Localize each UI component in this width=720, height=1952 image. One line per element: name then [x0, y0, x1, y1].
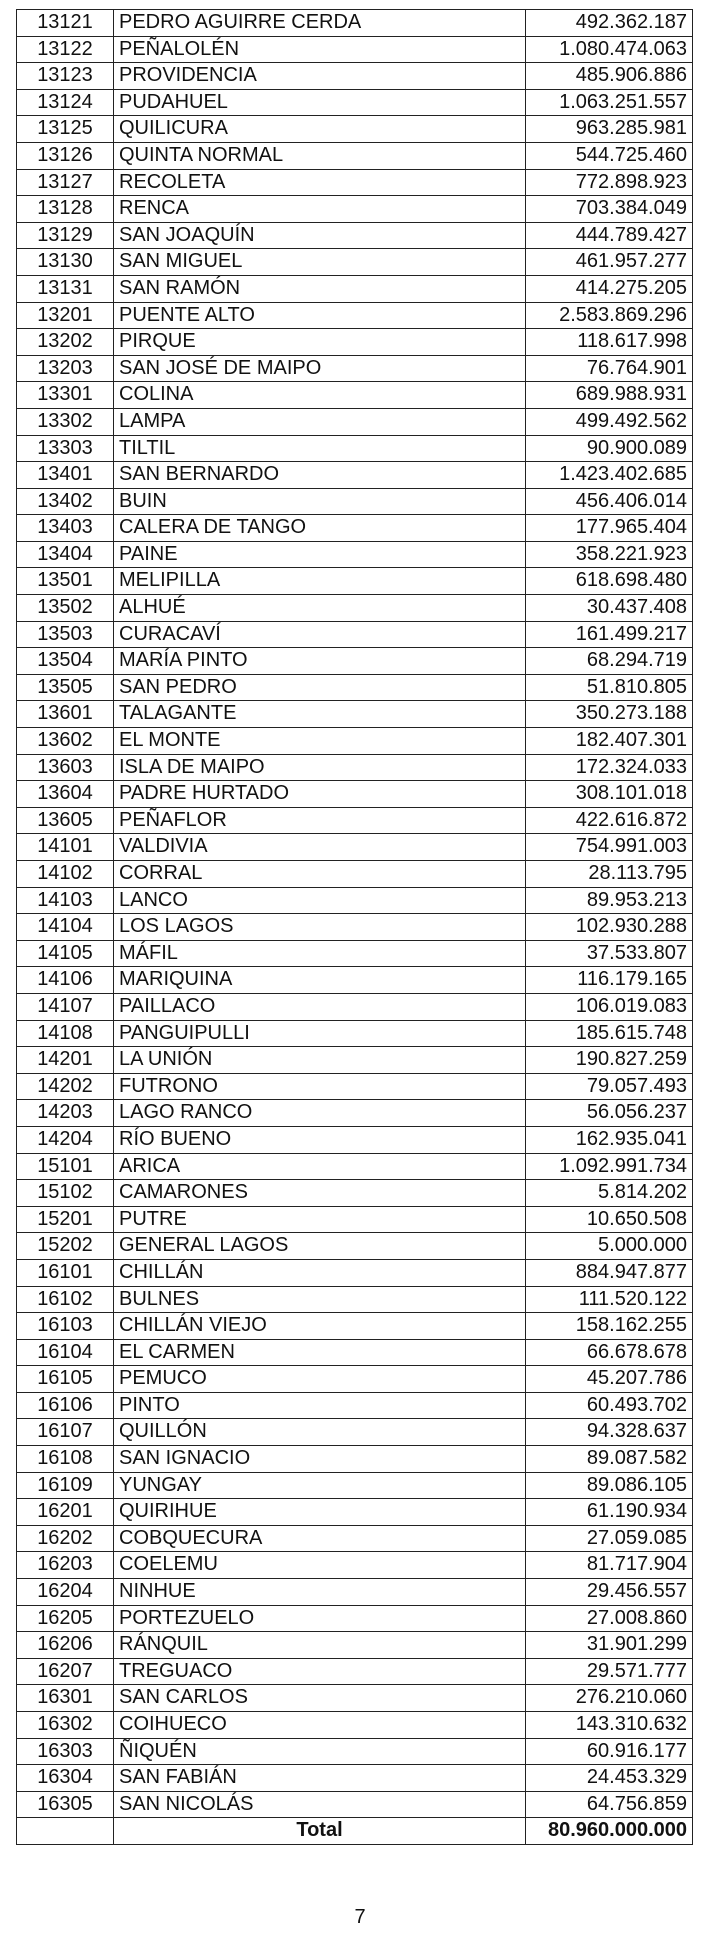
commune-amount: 61.190.934	[526, 1499, 693, 1526]
commune-amount: 350.273.188	[526, 701, 693, 728]
commune-amount: 37.533.807	[526, 940, 693, 967]
table-row	[17, 302, 693, 329]
commune-name: SAN BERNARDO	[114, 462, 526, 489]
table-body	[17, 10, 693, 1818]
table-row	[17, 1206, 693, 1233]
commune-amount: 161.499.217	[526, 621, 693, 648]
table-row	[17, 993, 693, 1020]
table-row	[17, 249, 693, 276]
commune-name: PEÑALOLÉN	[114, 36, 526, 63]
table-row	[17, 1765, 693, 1792]
commune-name: CHILLÁN VIEJO	[114, 1313, 526, 1340]
commune-name: FUTRONO	[114, 1073, 526, 1100]
total-amount: 80.960.000.000	[526, 1818, 693, 1845]
table-row	[17, 1073, 693, 1100]
commune-code: 13129	[17, 222, 114, 249]
commune-name: CURACAVÍ	[114, 621, 526, 648]
table-row	[17, 1525, 693, 1552]
commune-name: LOS LAGOS	[114, 914, 526, 941]
table-row	[17, 355, 693, 382]
commune-name: COBQUECURA	[114, 1525, 526, 1552]
table-row	[17, 1685, 693, 1712]
commune-name: CHILLÁN	[114, 1259, 526, 1286]
commune-name: LA UNIÓN	[114, 1047, 526, 1074]
table-row	[17, 515, 693, 542]
commune-name: SAN JOAQUÍN	[114, 222, 526, 249]
commune-amount: 5.814.202	[526, 1180, 693, 1207]
commune-code: 16205	[17, 1605, 114, 1632]
commune-name: RECOLETA	[114, 169, 526, 196]
commune-name: TREGUACO	[114, 1658, 526, 1685]
commune-amount: 754.991.003	[526, 834, 693, 861]
commune-code: 14201	[17, 1047, 114, 1074]
commune-code: 13503	[17, 621, 114, 648]
table-row	[17, 1259, 693, 1286]
commune-code: 16305	[17, 1791, 114, 1818]
commune-code: 14105	[17, 940, 114, 967]
commune-code: 16202	[17, 1525, 114, 1552]
commune-amount: 81.717.904	[526, 1552, 693, 1579]
commune-code: 13123	[17, 63, 114, 90]
commune-code: 16207	[17, 1658, 114, 1685]
commune-amount: 10.650.508	[526, 1206, 693, 1233]
commune-amount: 461.957.277	[526, 249, 693, 276]
commune-code: 13131	[17, 275, 114, 302]
commune-name: TALAGANTE	[114, 701, 526, 728]
table-row	[17, 1313, 693, 1340]
commune-name: COLINA	[114, 382, 526, 409]
commune-code: 15102	[17, 1180, 114, 1207]
commune-amount: 118.617.998	[526, 329, 693, 356]
commune-amount: 30.437.408	[526, 595, 693, 622]
commune-amount: 1.063.251.557	[526, 89, 693, 116]
commune-name: SAN PEDRO	[114, 674, 526, 701]
commune-amount: 27.059.085	[526, 1525, 693, 1552]
table-row	[17, 10, 693, 37]
commune-amount: 544.725.460	[526, 142, 693, 169]
commune-name: SAN JOSÉ DE MAIPO	[114, 355, 526, 382]
commune-code: 16301	[17, 1685, 114, 1712]
commune-amount: 182.407.301	[526, 728, 693, 755]
commune-amount: 444.789.427	[526, 222, 693, 249]
commune-amount: 28.113.795	[526, 861, 693, 888]
commune-code: 14204	[17, 1126, 114, 1153]
commune-amount: 66.678.678	[526, 1339, 693, 1366]
commune-name: MÁFIL	[114, 940, 526, 967]
commune-name: ARICA	[114, 1153, 526, 1180]
commune-amount: 90.900.089	[526, 435, 693, 462]
table-row	[17, 887, 693, 914]
commune-amount: 2.583.869.296	[526, 302, 693, 329]
table-row	[17, 1233, 693, 1260]
commune-name: CAMARONES	[114, 1180, 526, 1207]
commune-code: 13302	[17, 408, 114, 435]
commune-name: PIRQUE	[114, 329, 526, 356]
commune-name: EL CARMEN	[114, 1339, 526, 1366]
table-row	[17, 1047, 693, 1074]
commune-code: 13605	[17, 807, 114, 834]
commune-amount: 689.988.931	[526, 382, 693, 409]
commune-amount: 185.615.748	[526, 1020, 693, 1047]
commune-code: 14108	[17, 1020, 114, 1047]
table-row	[17, 1392, 693, 1419]
commune-name: SAN FABIÁN	[114, 1765, 526, 1792]
table-row	[17, 1605, 693, 1632]
commune-name: SAN RAMÓN	[114, 275, 526, 302]
commune-amount: 358.221.923	[526, 541, 693, 568]
commune-code: 13122	[17, 36, 114, 63]
commune-code: 13124	[17, 89, 114, 116]
commune-allocation-table	[16, 9, 693, 1845]
commune-amount: 190.827.259	[526, 1047, 693, 1074]
table-row	[17, 1180, 693, 1207]
commune-amount: 102.930.288	[526, 914, 693, 941]
table-row	[17, 674, 693, 701]
commune-name: MELIPILLA	[114, 568, 526, 595]
table-row	[17, 1552, 693, 1579]
table-row	[17, 1791, 693, 1818]
commune-name: MARÍA PINTO	[114, 648, 526, 675]
table-row	[17, 1712, 693, 1739]
commune-amount: 1.092.991.734	[526, 1153, 693, 1180]
commune-code: 13130	[17, 249, 114, 276]
commune-amount: 414.275.205	[526, 275, 693, 302]
commune-code: 13402	[17, 488, 114, 515]
commune-name: COELEMU	[114, 1552, 526, 1579]
commune-name: ALHUÉ	[114, 595, 526, 622]
commune-code: 15201	[17, 1206, 114, 1233]
commune-code: 13121	[17, 10, 114, 37]
table-row	[17, 781, 693, 808]
commune-code: 13202	[17, 329, 114, 356]
table-row	[17, 63, 693, 90]
table-row	[17, 1446, 693, 1473]
table-row	[17, 595, 693, 622]
commune-code: 16108	[17, 1446, 114, 1473]
commune-amount: 499.492.562	[526, 408, 693, 435]
commune-code: 13126	[17, 142, 114, 169]
commune-name: VALDIVIA	[114, 834, 526, 861]
commune-amount: 64.756.859	[526, 1791, 693, 1818]
table-row	[17, 382, 693, 409]
commune-name: ÑIQUÉN	[114, 1738, 526, 1765]
commune-code: 16107	[17, 1419, 114, 1446]
commune-code: 13203	[17, 355, 114, 382]
commune-code: 16304	[17, 1765, 114, 1792]
commune-code: 14107	[17, 993, 114, 1020]
commune-name: EL MONTE	[114, 728, 526, 755]
commune-amount: 116.179.165	[526, 967, 693, 994]
commune-code: 16302	[17, 1712, 114, 1739]
commune-code: 13301	[17, 382, 114, 409]
commune-code: 13602	[17, 728, 114, 755]
commune-amount: 422.616.872	[526, 807, 693, 834]
commune-code: 16101	[17, 1259, 114, 1286]
commune-amount: 106.019.083	[526, 993, 693, 1020]
commune-amount: 76.764.901	[526, 355, 693, 382]
table-row	[17, 541, 693, 568]
commune-code: 15202	[17, 1233, 114, 1260]
commune-name: PAILLACO	[114, 993, 526, 1020]
total-row	[17, 1818, 693, 1845]
commune-name: LANCO	[114, 887, 526, 914]
commune-code: 14103	[17, 887, 114, 914]
commune-amount: 177.965.404	[526, 515, 693, 542]
commune-code: 14203	[17, 1100, 114, 1127]
table-row	[17, 1738, 693, 1765]
commune-amount: 89.086.105	[526, 1472, 693, 1499]
commune-name: PEÑAFLOR	[114, 807, 526, 834]
commune-name: QUINTA NORMAL	[114, 142, 526, 169]
commune-amount: 618.698.480	[526, 568, 693, 595]
commune-code: 13403	[17, 515, 114, 542]
table-row	[17, 914, 693, 941]
commune-name: SAN MIGUEL	[114, 249, 526, 276]
commune-code: 16201	[17, 1499, 114, 1526]
commune-amount: 27.008.860	[526, 1605, 693, 1632]
commune-name: PEMUCO	[114, 1366, 526, 1393]
commune-name: SAN NICOLÁS	[114, 1791, 526, 1818]
commune-amount: 5.000.000	[526, 1233, 693, 1260]
commune-name: SAN IGNACIO	[114, 1446, 526, 1473]
commune-name: GENERAL LAGOS	[114, 1233, 526, 1260]
commune-name: NINHUE	[114, 1579, 526, 1606]
commune-name: PORTEZUELO	[114, 1605, 526, 1632]
commune-amount: 60.916.177	[526, 1738, 693, 1765]
table-row	[17, 196, 693, 223]
commune-code: 13604	[17, 781, 114, 808]
commune-amount: 89.953.213	[526, 887, 693, 914]
commune-name: COIHUECO	[114, 1712, 526, 1739]
commune-code: 13303	[17, 435, 114, 462]
commune-code: 13127	[17, 169, 114, 196]
commune-name: CORRAL	[114, 861, 526, 888]
commune-code: 13601	[17, 701, 114, 728]
commune-amount: 162.935.041	[526, 1126, 693, 1153]
table-row	[17, 728, 693, 755]
page-number: 7	[354, 1906, 366, 1928]
commune-code: 13128	[17, 196, 114, 223]
table-row	[17, 621, 693, 648]
commune-name: YUNGAY	[114, 1472, 526, 1499]
commune-name: CALERA DE TANGO	[114, 515, 526, 542]
table-row	[17, 1286, 693, 1313]
commune-code: 13401	[17, 462, 114, 489]
commune-amount: 143.310.632	[526, 1712, 693, 1739]
table-row	[17, 1339, 693, 1366]
commune-name: PADRE HURTADO	[114, 781, 526, 808]
commune-amount: 45.207.786	[526, 1366, 693, 1393]
table-row	[17, 1153, 693, 1180]
commune-name: PUENTE ALTO	[114, 302, 526, 329]
commune-code: 13501	[17, 568, 114, 595]
commune-amount: 111.520.122	[526, 1286, 693, 1313]
commune-name: QUILLÓN	[114, 1419, 526, 1446]
commune-code: 16105	[17, 1366, 114, 1393]
commune-name: PINTO	[114, 1392, 526, 1419]
commune-name: PUDAHUEL	[114, 89, 526, 116]
commune-name: ISLA DE MAIPO	[114, 754, 526, 781]
table-row	[17, 861, 693, 888]
commune-name: LAGO RANCO	[114, 1100, 526, 1127]
commune-amount: 963.285.981	[526, 116, 693, 143]
table-row	[17, 1658, 693, 1685]
commune-name: SAN CARLOS	[114, 1685, 526, 1712]
table-row	[17, 116, 693, 143]
commune-code: 13201	[17, 302, 114, 329]
commune-code: 14104	[17, 914, 114, 941]
commune-amount: 79.057.493	[526, 1073, 693, 1100]
table-row	[17, 435, 693, 462]
table-row	[17, 648, 693, 675]
commune-code: 16303	[17, 1738, 114, 1765]
commune-name: RÁNQUIL	[114, 1632, 526, 1659]
commune-amount: 276.210.060	[526, 1685, 693, 1712]
commune-code: 13504	[17, 648, 114, 675]
commune-name: TILTIL	[114, 435, 526, 462]
table-row	[17, 1419, 693, 1446]
commune-name: PAINE	[114, 541, 526, 568]
commune-amount: 29.571.777	[526, 1658, 693, 1685]
commune-code: 16203	[17, 1552, 114, 1579]
commune-name: QUILICURA	[114, 116, 526, 143]
commune-code: 13502	[17, 595, 114, 622]
table-row	[17, 568, 693, 595]
commune-name: PEDRO AGUIRRE CERDA	[114, 10, 526, 37]
commune-code: 16206	[17, 1632, 114, 1659]
commune-name: PANGUIPULLI	[114, 1020, 526, 1047]
commune-amount: 31.901.299	[526, 1632, 693, 1659]
commune-code: 14106	[17, 967, 114, 994]
table-row	[17, 169, 693, 196]
table-row	[17, 754, 693, 781]
commune-name: MARIQUINA	[114, 967, 526, 994]
commune-code: 16204	[17, 1579, 114, 1606]
commune-code: 13603	[17, 754, 114, 781]
commune-code: 14102	[17, 861, 114, 888]
commune-amount: 29.456.557	[526, 1579, 693, 1606]
table-row	[17, 488, 693, 515]
commune-amount: 51.810.805	[526, 674, 693, 701]
table-row	[17, 1472, 693, 1499]
table-row	[17, 940, 693, 967]
commune-code: 16109	[17, 1472, 114, 1499]
table-row	[17, 222, 693, 249]
commune-code: 16104	[17, 1339, 114, 1366]
commune-amount: 68.294.719	[526, 648, 693, 675]
commune-amount: 24.453.329	[526, 1765, 693, 1792]
table-row	[17, 1126, 693, 1153]
total-empty-cell	[17, 1818, 114, 1845]
commune-amount: 158.162.255	[526, 1313, 693, 1340]
table-row	[17, 1020, 693, 1047]
commune-code: 14101	[17, 834, 114, 861]
commune-amount: 1.423.402.685	[526, 462, 693, 489]
table-row	[17, 462, 693, 489]
table-row	[17, 36, 693, 63]
table-row	[17, 807, 693, 834]
total-label: Total	[114, 1818, 526, 1845]
commune-code: 15101	[17, 1153, 114, 1180]
table-row	[17, 89, 693, 116]
commune-name: BULNES	[114, 1286, 526, 1313]
commune-name: PROVIDENCIA	[114, 63, 526, 90]
commune-amount: 94.328.637	[526, 1419, 693, 1446]
commune-code: 16102	[17, 1286, 114, 1313]
commune-amount: 772.898.923	[526, 169, 693, 196]
table-row	[17, 1499, 693, 1526]
commune-code: 13125	[17, 116, 114, 143]
table-row	[17, 834, 693, 861]
commune-code: 13404	[17, 541, 114, 568]
commune-name: RENCA	[114, 196, 526, 223]
commune-amount: 89.087.582	[526, 1446, 693, 1473]
commune-amount: 60.493.702	[526, 1392, 693, 1419]
commune-amount: 456.406.014	[526, 488, 693, 515]
commune-name: QUIRIHUE	[114, 1499, 526, 1526]
commune-amount: 492.362.187	[526, 10, 693, 37]
commune-amount: 703.384.049	[526, 196, 693, 223]
commune-name: RÍO BUENO	[114, 1126, 526, 1153]
table-row	[17, 967, 693, 994]
commune-amount: 308.101.018	[526, 781, 693, 808]
table-row	[17, 1632, 693, 1659]
table-row	[17, 1366, 693, 1393]
commune-code: 16103	[17, 1313, 114, 1340]
commune-name: BUIN	[114, 488, 526, 515]
table-row	[17, 275, 693, 302]
commune-code: 13505	[17, 674, 114, 701]
commune-amount: 1.080.474.063	[526, 36, 693, 63]
commune-code: 16106	[17, 1392, 114, 1419]
table-row	[17, 142, 693, 169]
table-row	[17, 408, 693, 435]
commune-name: LAMPA	[114, 408, 526, 435]
table-row	[17, 701, 693, 728]
commune-amount: 172.324.033	[526, 754, 693, 781]
table-row	[17, 329, 693, 356]
table-row	[17, 1100, 693, 1127]
table-row	[17, 1579, 693, 1606]
commune-amount: 485.906.886	[526, 63, 693, 90]
commune-amount: 884.947.877	[526, 1259, 693, 1286]
commune-amount: 56.056.237	[526, 1100, 693, 1127]
commune-name: PUTRE	[114, 1206, 526, 1233]
commune-code: 14202	[17, 1073, 114, 1100]
